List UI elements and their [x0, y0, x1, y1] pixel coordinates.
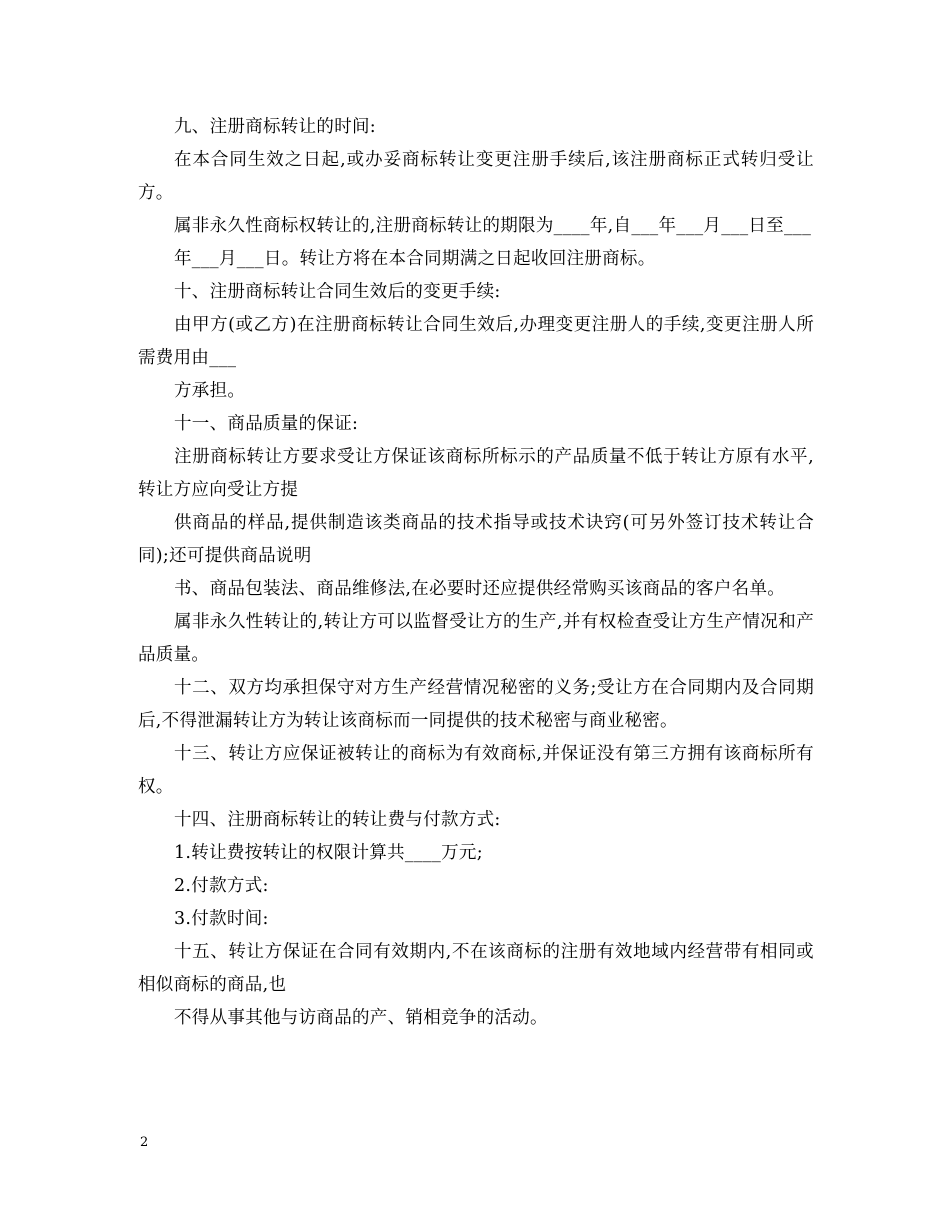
page-number: 2 [140, 1135, 149, 1150]
paragraph: 属非永久性商标权转让的,注册商标转让的期限为____年,自___年___月___日至___ [174, 216, 812, 236]
section-heading-11: 十一、商品质量的保证: [174, 414, 359, 434]
section-12: 十二、双方均承担保守对方生产经营情况秘密的义务;受让方在合同期内及合同期后,不得泄漏转让方为转让该商标而一同提供的技术秘密与商业秘密。 [138, 678, 814, 731]
section-heading-9: 九、注册商标转让的时间: [174, 117, 376, 137]
paragraph: 属非永久性转让的,转让方可以监督受让方的生产,并有权检查受让方生产情况和产品质量。 [138, 612, 814, 665]
list-item: 1.转让费按转让的权限计算共____万元; [174, 843, 483, 863]
paragraph: 供商品的样品,提供制造该类商品的技术指导或技术诀窍(可另外签订技术转让合同);还可提供商品说明 [138, 513, 814, 566]
section-heading-10: 十、注册商标转让合同生效后的变更手续: [174, 282, 501, 302]
list-item: 2.付款方式: [174, 876, 269, 896]
paragraph: 方承担。 [174, 381, 246, 401]
paragraph: 由甲方(或乙方)在注册商标转让合同生效后,办理变更注册人的手续,变更注册人所需费用由___ [138, 315, 814, 368]
paragraph: 书、商品包装法、商品维修法,在必要时还应提供经常购买该商品的客户名单。 [174, 579, 786, 599]
list-item: 3.付款时间: [174, 909, 269, 929]
paragraph: 在本合同生效之日起,或办妥商标转让变更注册手续后,该注册商标正式转归受让方。 [138, 150, 814, 203]
document-body [138, 111, 814, 1035]
section-heading-14: 十四、注册商标转让的转让费与付款方式: [174, 810, 501, 830]
paragraph: 不得从事其他与访商品的产、销相竞争的活动。 [174, 1008, 548, 1028]
section-13: 十三、转让方应保证被转让的商标为有效商标,并保证没有第三方拥有该商标所有权。 [138, 744, 814, 797]
paragraph: 年___月___日。转让方将在本合同期满之日起收回注册商标。 [174, 249, 656, 269]
paragraph: 注册商标转让方要求受让方保证该商标所标示的产品质量不低于转让方原有水平,转让方应向受让方提 [138, 447, 814, 500]
section-15: 十五、转让方保证在合同有效期内,不在该商标的注册有效地域内经营带有相同或相似商标的商品,也 [138, 942, 814, 995]
